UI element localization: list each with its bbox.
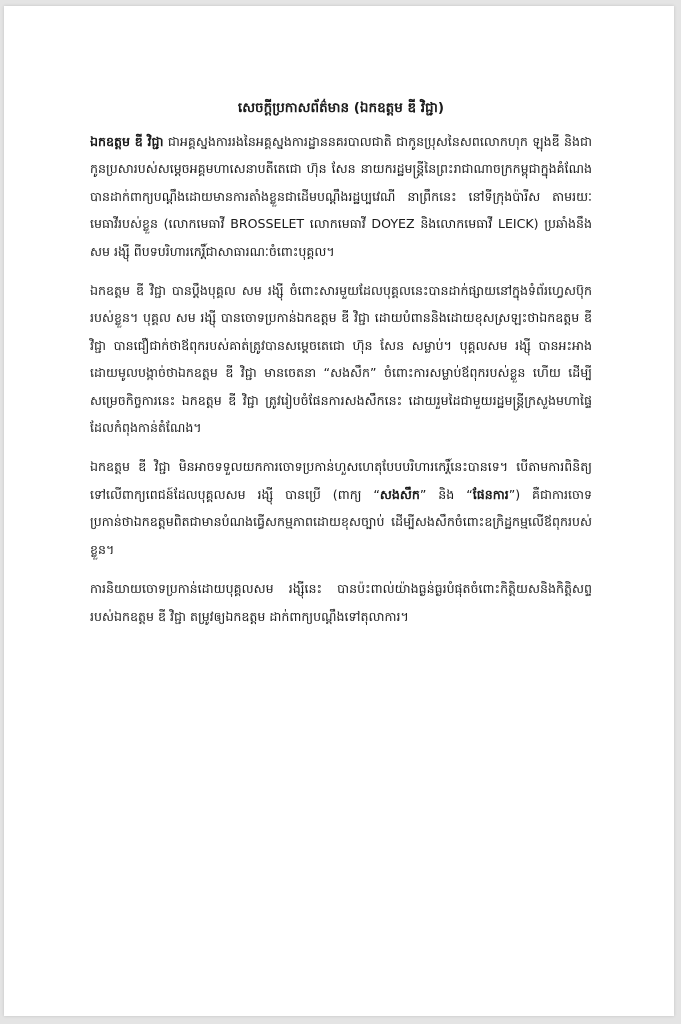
paragraph-1-text: ជាអគ្គស្នងការរងនៃអគ្គស្នងការដ្ឋាននគរបាលជាតិ ជាកូនប្រុសនៃសពលោកហុក ឡុងឌី និងជាកូនប្រសារបស់សម្តេចអគ្គមហាសេនាបតីតេជោ ហ៊ុន សែន នាយករដ្ឋមន្ត្រីនៃព្រះរាជាណាចក្រកម្ពុជាក្នុងគំណែង បានដាក់ពាក្យបណ្តឹងដោយមានការតាំងខ្លួនជាដើមបណ្តឹងរដ្ឋប្បវេណី នាព្រឹកនេះ នៅទីក្រុងប៉ារីស តាមរយៈមេធាវីរបស់ខ្លួន (លោកមេធាវី BROSSELET លោកមេធាវី DOYEZ និងលោកមេធាវី LEICK) ប្រឆាំងនឹង សម រង្ស៊ី ពីបទបរិហារកេរ្តិ៍ជាសាធារណៈចំពោះបុគ្គល។ xyxy=(90,134,592,259)
paragraph-3 xyxy=(90,453,592,563)
document-page xyxy=(4,6,674,1016)
page-title: សេចក្តីប្រកាសព័ត៌មាន (ឯកឧត្តម ឌី វិជ្ជា) xyxy=(237,100,445,116)
document-body xyxy=(90,98,592,642)
paragraph-3-term-plan: ផែនការ xyxy=(472,486,509,502)
paragraph-3-text-d: ”) គឺជាការចោទប្រកាន់ថាឯកឧត្តមពិតជាមានបំណងធ្វើសកម្មភាពដោយខុសច្បាប់ ដើម្បីសងសឹកចំពោះឧក្រិដ្ឋកម្មលើឪពុករបស់ខ្លួន។ xyxy=(90,486,592,557)
paragraph-1-name: ឯកឧត្តម ឌី វិជ្ជា xyxy=(90,134,164,149)
paragraph-4 xyxy=(90,575,592,630)
paragraph-3-term-revenge: សងសឹក xyxy=(379,486,420,502)
paragraph-4-text: ការនិយាយចោទប្រកាន់ដោយបុគ្គលសម រង្ស៊ីនេះ បានប៉ះពាល់យ៉ាងធ្ងន់ធ្ងរបំផុតចំពោះកិត្តិយសនិងកិត្តិសព្ទរបស់ឯកឧត្តម ឌី វិជ្ជា តម្រូវឲ្យឯកឧត្តម ដាក់ពាក្យបណ្តឹងទៅតុលាការ។ xyxy=(90,581,592,624)
paragraph-3-text-a: ឯកឧត្តម ឌី វិជ្ជា មិនអាចទទួលយកការចោទប្រកាន់ហួសហេតុបែបបរិហារកេរ្តិ៍នេះបានទេ។ បើតាមការពិនិត្យទៅលើពាក្យពេជន៍ដែលបុគ្គលសម រង្ស៊ី បានប្រើ (ពាក្យ “ xyxy=(90,459,592,502)
paragraph-1 xyxy=(90,128,592,265)
paragraph-2 xyxy=(90,277,592,441)
paragraph-3-text-c: ” និង “ xyxy=(419,486,473,502)
paragraph-2-text: ឯកឧត្តម ឌី វិជ្ជា បានប្តឹងបុគ្គល សម រង្ស៊ី ចំពោះសារមួយដែលបុគ្គលនេះបានដាក់ផ្សាយនៅក្នុងទំព័រហ្វេសប៊ុករបស់ខ្លួន។ បុគ្គល សម រង្ស៊ី បានចោទប្រកាន់ឯកឧត្តម ឌី វិជ្ជា ដោយបំពាននិងដោយខុសស្រឡះថាឯកឧត្តម ឌី វិជ្ជា បានជឿជាក់ថាឪពុករបស់គាត់ត្រូវបានសម្តេចតេជោ ហ៊ុន សែន សម្លាប់។ បុគ្គលសម រង្ស៊ី បានអះអាងដោយមូលបង្កាច់ថាឯកឧត្តម ឌី វិជ្ជា មានចេតនា “សងសឹក” ចំពោះការសម្លាប់ឪពុករបស់ខ្លួន ហើយ ដើម្បីសម្រេចកិច្ចការនេះ ឯកឧត្តម ឌី វិជ្ជា ត្រូវរៀបចំផែនការសងសឹកនេះ ដោយរួមដៃជាមួយរដ្ឋមន្ត្រីក្រសួងមហាផ្ទៃដែលកំពុងកាន់តំណែង។ xyxy=(90,283,592,436)
